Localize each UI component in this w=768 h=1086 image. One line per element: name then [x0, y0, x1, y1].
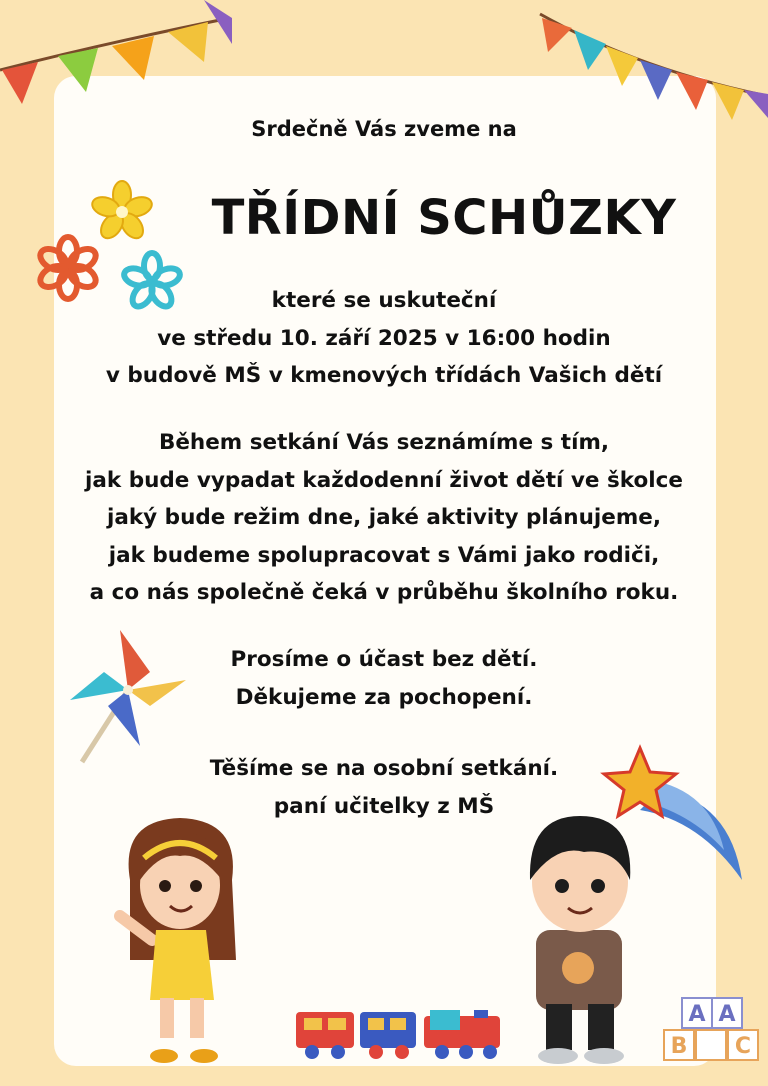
bunting-left-icon [0, 0, 232, 104]
detail-line: které se uskuteční [271, 288, 497, 313]
boy-illustration-icon [530, 816, 630, 1064]
detail-line: v budově MŠ v kmenových třídách Vašich dětí [105, 363, 663, 388]
block-letter: A [718, 1002, 736, 1027]
bunting-right-icon [540, 14, 768, 120]
request-line: Děkujeme za pochopení. [235, 684, 533, 710]
detail-line: ve středu 10. září 2025 v 16:00 hodin [157, 325, 611, 351]
agenda-line: a co nás společně čeká v průběhu školního roku. [89, 580, 679, 605]
closing-signature [0, 750, 768, 825]
request-line: Prosíme o účast bez dětí. [230, 647, 538, 672]
agenda-line: Během setkání Vás seznámíme s tím, [158, 430, 610, 455]
agenda-line: jaký bude režim dne, jaké aktivity plánujeme, [107, 505, 661, 530]
closing-line: Těšíme se na osobní setkání. [209, 756, 559, 781]
attendance-request [0, 641, 768, 716]
closing-line: paní učitelky z MŠ [273, 793, 495, 819]
girl-illustration-icon [120, 818, 236, 1063]
block-letter: C [734, 1034, 752, 1059]
agenda-line: jak bude vypadat každodenní život dětí ve školce [85, 467, 683, 493]
meeting-agenda [0, 424, 768, 612]
meeting-details [0, 282, 768, 395]
agenda-line: jak budeme spolupracovat s Vámi jako rodiči, [108, 542, 660, 568]
block-letter: B [670, 1034, 688, 1059]
letter-blocks-icon [664, 998, 758, 1060]
invitation-title: TŘÍDNÍ SCHŮZKY [211, 190, 677, 246]
toy-train-icon [296, 1010, 500, 1059]
block-letter: A [688, 1002, 706, 1027]
invitation-intro: Srdečně Vás zveme na [251, 117, 517, 141]
